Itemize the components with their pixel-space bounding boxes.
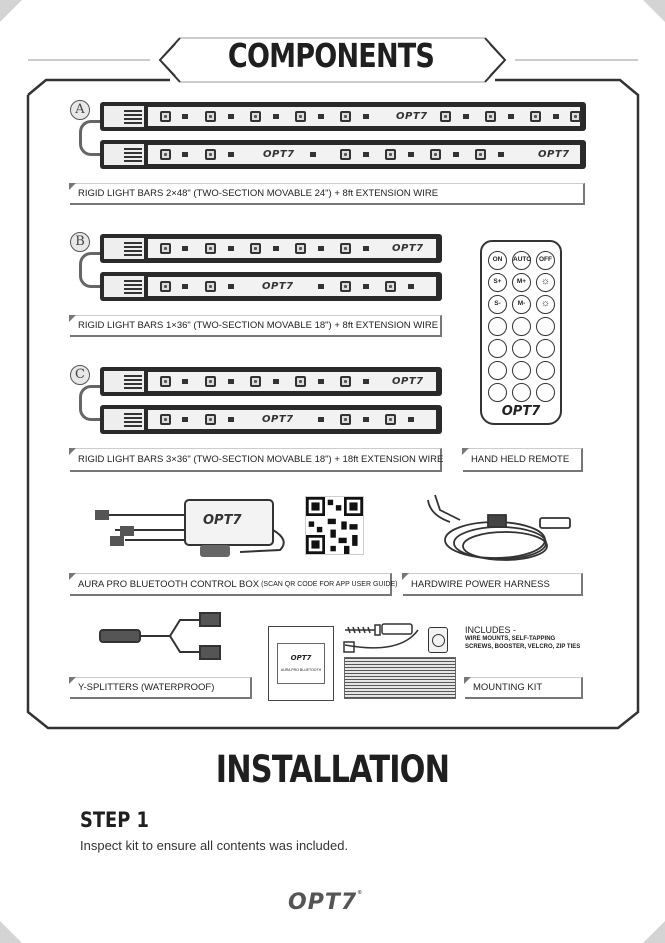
- bar-logo: OPT7: [392, 242, 424, 254]
- caption-text: RIGID LIGHT BARS 3×36" (TWO-SECTION MOVABLE 18") + 18ft EXTENSION WIRE: [78, 454, 444, 465]
- control-box-logo: OPT7: [203, 513, 242, 528]
- power-harness-illustration: [428, 495, 570, 560]
- caption-mounting-kit: [465, 677, 583, 699]
- control-box-illustration: [95, 500, 284, 557]
- remote-button: [488, 383, 507, 402]
- section-label-c: C: [70, 365, 90, 385]
- sun-icon: ☼: [536, 273, 555, 292]
- light-bar: [100, 367, 442, 396]
- caption-text: AURA PRO BLUETOOTH CONTROL BOX: [78, 578, 260, 590]
- light-bar: [100, 234, 442, 263]
- remote-button: [512, 317, 531, 336]
- includes-line: WIRE MOUNTS, SELF-TAPPING: [465, 636, 556, 642]
- remote-button: [512, 339, 531, 358]
- light-bar: [100, 405, 442, 434]
- bar-logo: OPT7: [262, 413, 294, 425]
- caption-remote: [463, 448, 583, 472]
- caption-text: Y-SPLITTERS (WATERPROOF): [78, 682, 215, 693]
- remote-button: [512, 383, 531, 402]
- bar-logo: OPT7: [263, 148, 295, 160]
- remote-button-speed-up: S+: [488, 273, 507, 292]
- caption-text: MOUNTING KIT: [473, 682, 543, 693]
- caption-power-harness: [403, 573, 583, 596]
- remote-button: [488, 361, 507, 380]
- screw-illustration: [344, 624, 418, 652]
- remote-button: [536, 361, 555, 380]
- remote-logo: OPT7: [501, 404, 541, 419]
- sun-icon: ☼: [536, 295, 555, 314]
- installation-title: INSTALLATION: [215, 748, 450, 791]
- bar-logo: OPT7: [396, 110, 428, 122]
- remote-button-on: ON: [488, 251, 507, 270]
- remote-button: [536, 317, 555, 336]
- bar-logo: OPT7: [262, 280, 294, 292]
- extension-wire: [79, 120, 101, 156]
- light-bar: [100, 102, 586, 131]
- y-splitter-illustration: [100, 613, 220, 659]
- remote-button: [488, 317, 507, 336]
- caption-text: RIGID LIGHT BARS 2×48" (TWO-SECTION MOVABLE 24") + 8ft EXTENSION WIRE: [78, 188, 439, 199]
- booster-illustration: [428, 627, 448, 653]
- remote-button-mode-up: M+: [512, 273, 531, 292]
- caption-section-c: [70, 448, 442, 472]
- remote-button: [536, 339, 555, 358]
- remote-button-auto: AUTO: [512, 251, 531, 270]
- light-bar: [100, 140, 586, 169]
- manual-subtitle: AURA PRO BLUETOOTH: [280, 668, 322, 672]
- remote-button-mode-down: M-: [512, 295, 531, 314]
- caption-text: RIGID LIGHT BARS 1×36" (TWO-SECTION MOVABLE 18") + 8ft EXTENSION WIRE: [78, 320, 439, 331]
- remote-button: [488, 339, 507, 358]
- caption-y-splitters: [70, 677, 252, 699]
- extension-wire: [79, 385, 101, 421]
- includes-line: SCREWS, BOOSTER, VELCRO, ZIP TIES: [465, 644, 581, 650]
- includes-title: INCLUDES -: [465, 625, 517, 635]
- caption-text: HARDWIRE POWER HARNESS: [411, 578, 550, 590]
- caption-section-b: [70, 315, 442, 337]
- extension-wire: [79, 252, 101, 288]
- bar-logo: OPT7: [538, 148, 570, 160]
- caption-text: HAND HELD REMOTE: [471, 454, 570, 465]
- remote-illustration: [480, 240, 562, 425]
- step-text: Inspect kit to ensure all contents was included.: [80, 838, 349, 853]
- includes-list: [465, 625, 580, 651]
- manual-logo: OPT7: [290, 654, 312, 662]
- remote-button-speed-down: S-: [488, 295, 507, 314]
- caption-control-box: [70, 573, 398, 596]
- velcro-illustration: [344, 657, 456, 699]
- brand-text: OPT7: [288, 890, 358, 915]
- remote-button: [536, 383, 555, 402]
- user-manual-illustration: [268, 626, 334, 701]
- bar-logo: OPT7: [392, 375, 424, 387]
- caption-note: (SCAN QR CODE FOR APP USER GUIDE): [261, 580, 398, 588]
- remote-button: [512, 361, 531, 380]
- qr-code: [305, 496, 364, 555]
- remote-button-off: OFF: [536, 251, 555, 270]
- section-label-a: A: [70, 100, 90, 120]
- caption-section-a: [70, 183, 585, 205]
- light-bar: [100, 272, 442, 301]
- page-title: COMPONENTS: [227, 36, 435, 75]
- step-title: STEP 1: [80, 808, 149, 832]
- footer-logo: OPT7®: [288, 890, 364, 915]
- section-label-b: B: [70, 232, 90, 252]
